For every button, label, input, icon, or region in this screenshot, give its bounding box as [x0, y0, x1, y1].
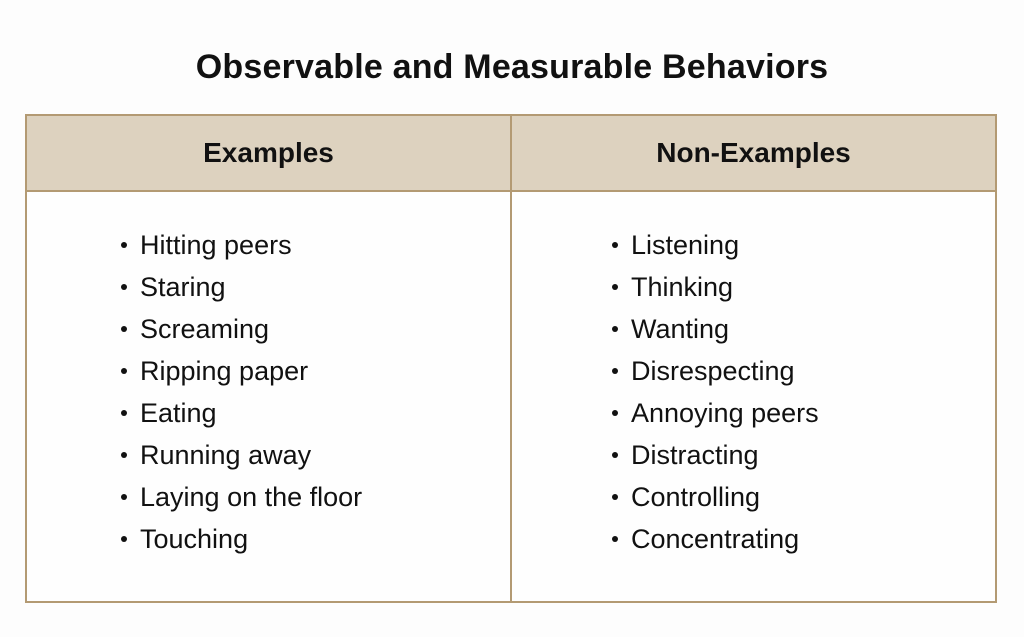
bullet-icon [121, 326, 127, 332]
list-item-label: Touching [140, 524, 249, 554]
list-item [612, 350, 819, 392]
list-item-label: Hitting peers [140, 230, 292, 260]
list-item-label: Annoying peers [631, 398, 819, 428]
column-header-non-examples: Non-Examples [512, 116, 995, 192]
bullet-icon [612, 242, 618, 248]
list-item-label: Wanting [631, 314, 730, 344]
list-item-label: Listening [631, 230, 740, 260]
list-item [121, 476, 362, 518]
non-examples-list [612, 224, 819, 560]
list-item [612, 434, 819, 476]
list-item [121, 308, 362, 350]
bullet-icon [121, 494, 127, 500]
bullet-icon [121, 284, 127, 290]
list-item [121, 266, 362, 308]
list-item-label: Disrespecting [631, 356, 795, 386]
bullet-icon [612, 368, 618, 374]
bullet-icon [612, 326, 618, 332]
list-item [121, 350, 362, 392]
column-header-examples: Examples [27, 116, 512, 192]
bullet-icon [612, 410, 618, 416]
bullet-icon [612, 536, 618, 542]
page-title: Observable and Measurable Behaviors [195, 48, 829, 86]
bullet-icon [612, 452, 618, 458]
list-item [121, 392, 362, 434]
list-item [121, 518, 362, 560]
list-item [121, 224, 362, 266]
list-item-label: Eating [140, 398, 217, 428]
list-item [612, 266, 819, 308]
list-item-label: Laying on the floor [140, 482, 363, 512]
bullet-icon [612, 494, 618, 500]
bullet-icon [121, 368, 127, 374]
bullet-icon [612, 284, 618, 290]
list-item [612, 392, 819, 434]
list-item-label: Running away [140, 440, 312, 470]
list-item [612, 224, 819, 266]
list-item [612, 518, 819, 560]
list-item-label: Concentrating [631, 524, 800, 554]
non-examples-cell [512, 192, 995, 601]
examples-list [121, 224, 362, 560]
list-item [121, 434, 362, 476]
list-item [612, 476, 819, 518]
bullet-icon [121, 452, 127, 458]
bullet-icon [121, 242, 127, 248]
list-item [612, 308, 819, 350]
list-item-label: Thinking [631, 272, 734, 302]
list-item-label: Distracting [631, 440, 759, 470]
list-item-label: Staring [140, 272, 226, 302]
list-item-label: Ripping paper [140, 356, 309, 386]
list-item-label: Controlling [631, 482, 761, 512]
behaviors-table [25, 114, 997, 603]
bullet-icon [121, 536, 127, 542]
list-item-label: Screaming [140, 314, 270, 344]
examples-cell [27, 192, 512, 601]
bullet-icon [121, 410, 127, 416]
